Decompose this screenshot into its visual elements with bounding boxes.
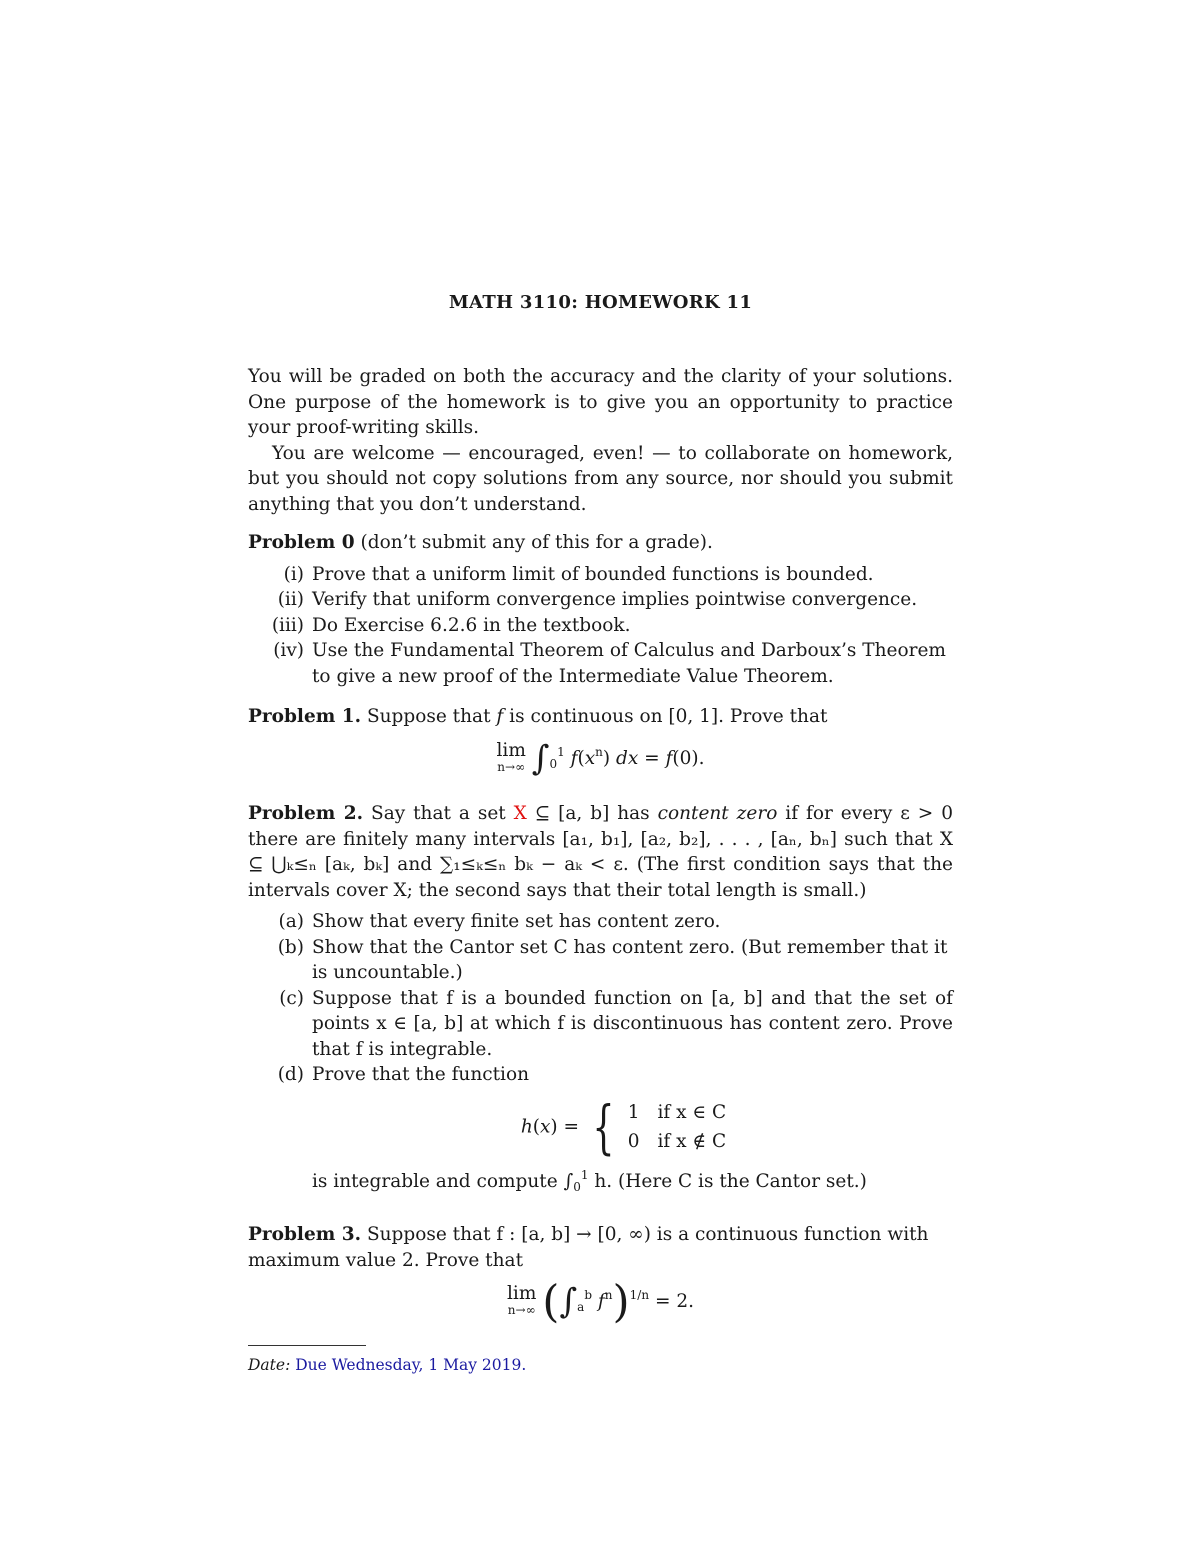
list-item: (c) Suppose that f is a bounded function on [a, b] and that the set of points x ∈ [a, b] at which f is discontinuous has content zero. Prove that f is integrable. [279, 987, 953, 1060]
list-item: (d) Prove that the function [277, 1064, 530, 1085]
problem-2: Problem 2. Say that a set X ⊆ [a, b] has content zero if for every ε > 0 there are finitely many intervals [a₁, b₁], [a₂, b₂], . . . , [aₙ, bₙ] such that X ⊆ ⋃ₖ≤ₙ [aₖ, bₖ] and ∑₁≤ₖ≤ₙ bₖ − aₖ < ε. (The first condition says that the intervals cover X; the second says that their total length is small.) (a) Show that every finite set has content zero. (b) Show that the Cantor set C has content zero. (But remember that it is uncountable.) (c) Suppose that f is a bounded function on [a, b] and that the set of points x ∈ [a, b] at which f is discontinuous has content zero. Prove that f is integrable. (d) Prove that the function h(x) = { 1 if x ∈ C 0 if x ∉ C is integrable and compute $\int_0^1$ h. (Here C is the Cantor set.) [248, 803, 954, 1194]
problem-3-equation: lim n→∞ ($\int_a^b$ $f^n)^{1/n} = 2$. [506, 1276, 694, 1328]
intro [248, 364, 953, 517]
problem-0-list [248, 562, 953, 690]
set-x-highlight: X [513, 803, 527, 824]
list-item: (i) Prove that a uniform limit of bounded functions is bounded. [283, 563, 874, 585]
problem-1-heading: Problem 1. [248, 706, 362, 727]
intro-paragraph-1: You will be graded on both the accuracy and the clarity of your solutions. One purpose of the homework is to give you an opportunity to practice your proof-writing skills. [248, 366, 953, 438]
problem-2-heading: Problem 2. [248, 803, 364, 824]
problem-0-heading: Problem 0 [248, 532, 355, 553]
piecewise-function: h(x) = { 1 if x ∈ C 0 if x ∉ C [520, 1093, 727, 1161]
list-item: (b) Show that the Cantor set C has content zero. (But remember that it is uncountable.) [277, 936, 948, 983]
problem-3: Problem 3. Suppose that f : [a, b] → [0, ∞) is a continuous function with maximum value 2. Prove that lim n→∞ ($\int_a^b$ $f^n)^{1/n} = 2$. [248, 1222, 953, 1331]
list-item: (iv) Use the Fundamental Theorem of Calculus and Darboux’s Theorem to give a new proof of the Intermediate Value Theorem. [273, 640, 946, 687]
page-title: MATH 3110: HOMEWORK 11 [448, 292, 753, 313]
problem-3-heading: Problem 3. [248, 1224, 362, 1245]
due-date: Due Wednesday, 1 May 2019. [295, 1356, 527, 1374]
footnote: Date: Due Wednesday, 1 May 2019. [248, 1356, 527, 1374]
list-item: (a) Show that every finite set has content zero. [278, 911, 721, 932]
problem-0 [248, 530, 953, 689]
problem-0-note: (don’t submit any of this for a grade). [360, 532, 713, 553]
list-item: (ii) Verify that uniform convergence implies pointwise convergence. [277, 589, 918, 610]
intro-paragraph-2: You are welcome — encouraged, even! — to collaborate on homework, but you should not copy solutions from any source, nor should you submit anything that you don’t understand. [248, 442, 953, 515]
footnote-rule [248, 1345, 366, 1346]
list-item: (iii) Do Exercise 6.2.6 in the textbook. [271, 614, 631, 636]
problem-2-list [248, 909, 953, 1088]
problem-1: Problem 1. Suppose that f is continuous on [0, 1]. Prove that lim n→∞ $\int_0^1$ $f(x^n)$ dx = f(0). [248, 704, 953, 787]
problem-1-equation: lim n→∞ $\int_0^1$ $f(x^n)$ dx = f(0). [496, 737, 705, 778]
